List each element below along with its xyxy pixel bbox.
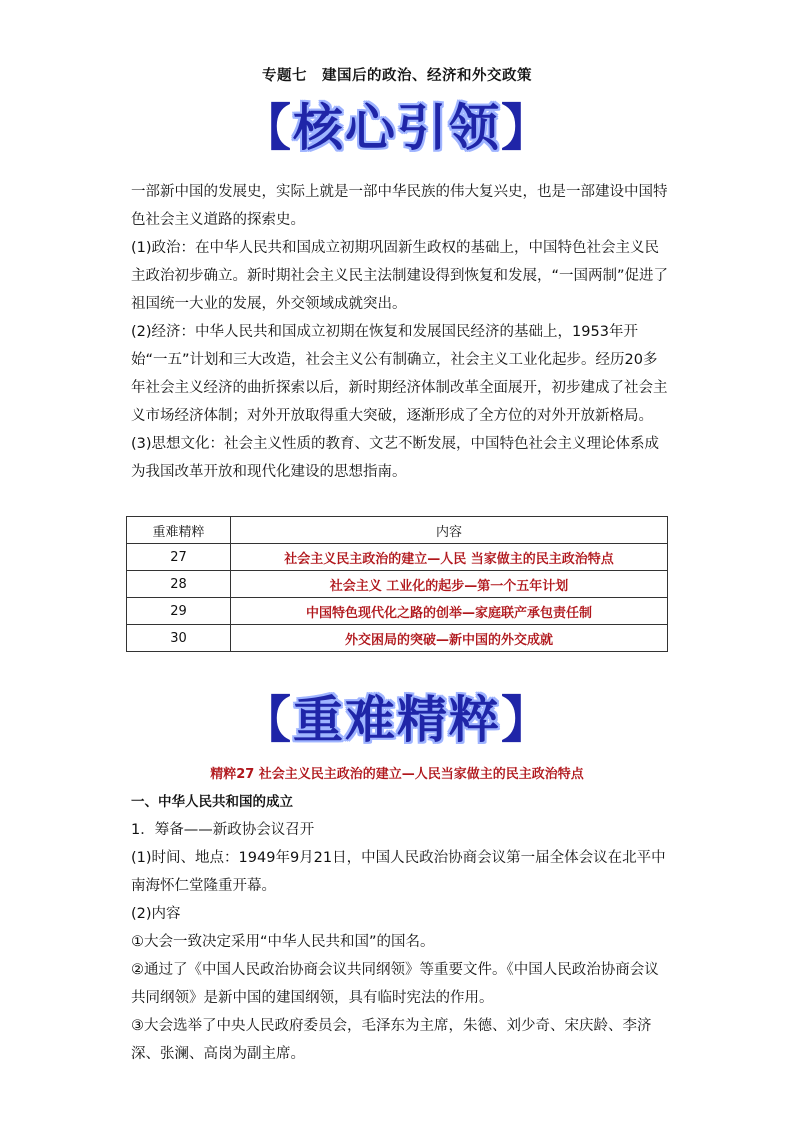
table-row	[127, 625, 668, 652]
table-cell-num: 29	[127, 598, 231, 625]
body-paragraph: ①大会一致决定采用“中华人民共和国”的国名。	[131, 934, 435, 950]
intro-economy: (2)经济：中华人民共和国成立初期在恢复和发展国民经济的基础上，1953年开始“一五”计划和三大改造，社会主义公有制确立，社会主义工业化起步。经历20多年社会主义经济的曲折探索以后，新时期经济体制改革全面展开，初步建成了社会主义市场经济体制；对外开放取得重大突破，逐渐形成了全方位的对外开放新格局。	[131, 324, 668, 424]
table-header-row	[127, 517, 668, 544]
body-paragraph: (2)内容	[131, 906, 181, 922]
table-cell-num: 30	[127, 625, 231, 652]
table-cell-num: 27	[127, 544, 231, 571]
table-header-cell: 内容	[231, 517, 668, 544]
banner-bracket-close: 】	[501, 99, 553, 157]
table-header-cell: 重难精粹	[127, 517, 231, 544]
table-cell-content: 社会主义 工业化的起步—第一个五年计划	[231, 571, 668, 598]
jingcui-title: 精粹27 社会主义民主政治的建立—人民当家做主的民主政治特点	[210, 767, 584, 782]
jingcui-body	[131, 816, 671, 1068]
intro-politics: (1)政治：在中华人民共和国成立初期巩固新生政权的基础上，中国特色社会主义民主政治初步确立。新时期社会主义民主法制建设得到恢复和发展，“一国两制”促进了祖国统一大业的发展，外交领域成就突出。	[131, 240, 669, 312]
body-paragraph: 1．筹备——新政协会议召开	[131, 822, 315, 838]
key-banner	[0, 688, 794, 752]
intro-lead: 一部新中国的发展史，实际上就是一部中华民族的伟大复兴史，也是一部建设中国特色社会主义道路的探索史。	[131, 184, 668, 228]
page-title: 专题七 建国后的政治、经济和外交政策	[262, 67, 532, 84]
table-row	[127, 544, 668, 571]
section-heading: 一、中华人民共和国的成立	[131, 794, 293, 810]
body-paragraph: ③大会选举了中央人民政府委员会，毛泽东为主席，朱德、刘少奇、宋庆龄、李济深、张澜、高岗为副主席。	[131, 1018, 652, 1062]
key-banner-text: 重难精粹	[293, 691, 501, 749]
banner-bracket-close: 】	[501, 691, 553, 749]
core-banner	[0, 96, 794, 160]
table-row	[127, 571, 668, 598]
table-row	[127, 598, 668, 625]
summary-table	[126, 516, 668, 652]
table-cell-content: 中国特色现代化之路的创举—家庭联产承包责任制	[231, 598, 668, 625]
table-cell-content: 社会主义民主政治的建立—人民 当家做主的民主政治特点	[231, 544, 668, 571]
intro-section	[131, 178, 671, 486]
intro-culture: (3)思想文化：社会主义性质的教育、文艺不断发展，中国特色社会主义理论体系成为我国改革开放和现代化建设的思想指南。	[131, 436, 660, 480]
table-cell-num: 28	[127, 571, 231, 598]
body-paragraph: (1)时间、地点：1949年9月21日，中国人民政治协商会议第一届全体会议在北平中南海怀仁堂隆重开幕。	[131, 850, 666, 894]
banner-bracket-open: 【	[241, 691, 293, 749]
banner-bracket-open: 【	[241, 99, 293, 157]
core-banner-text: 核心引领	[293, 99, 501, 157]
body-paragraph: ②通过了《中国人民政治协商会议共同纲领》等重要文件。《中国人民政治协商会议共同纲领》是新中国的建国纲领，具有临时宪法的作用。	[131, 962, 659, 1006]
table-cell-content: 外交困局的突破—新中国的外交成就	[231, 625, 668, 652]
